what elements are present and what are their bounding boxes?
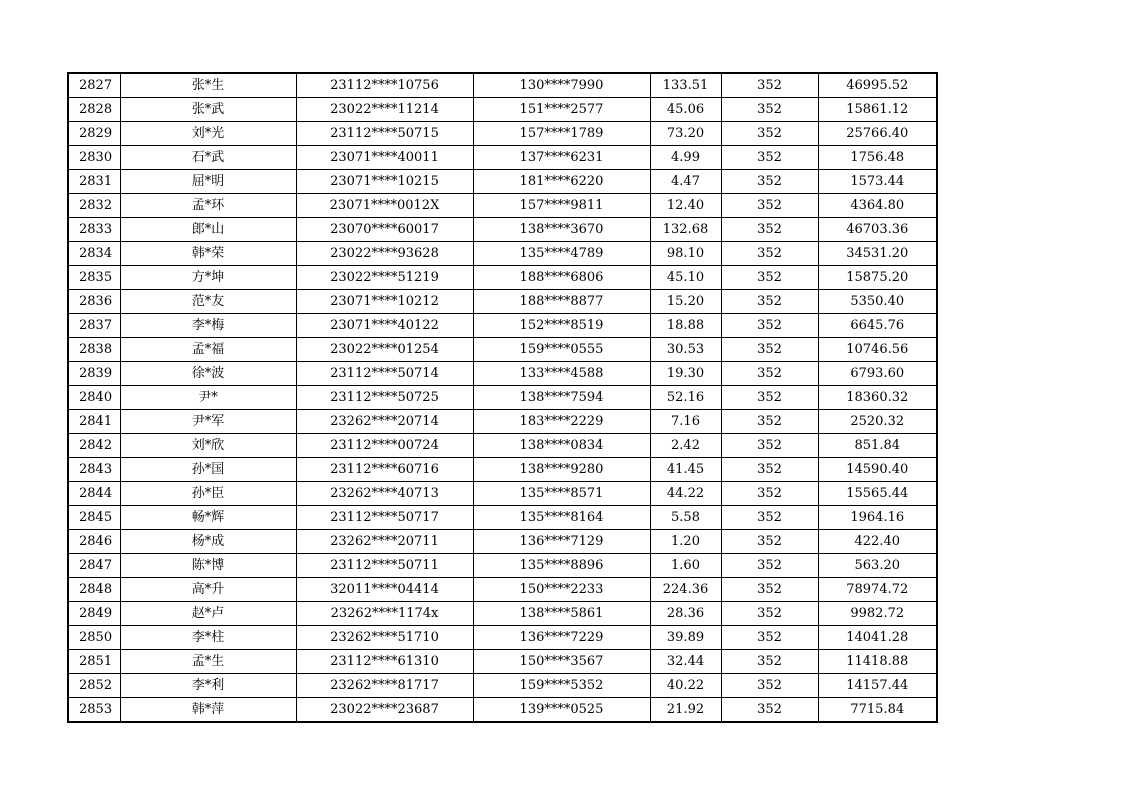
phone-cell: 133****4588 (473, 362, 650, 386)
name-cell: 刘*欣 (120, 434, 296, 458)
id-number-cell: 23112****10756 (296, 73, 473, 98)
name-cell: 杨*成 (120, 530, 296, 554)
table-row (68, 266, 937, 290)
id-number-cell: 32011****04414 (296, 578, 473, 602)
id-number-cell: 23071****10215 (296, 170, 473, 194)
area-cell: 45.10 (650, 266, 721, 290)
table-row (68, 73, 937, 98)
row-number-cell: 2840 (68, 386, 120, 410)
row-number-cell: 2835 (68, 266, 120, 290)
id-number-cell: 23112****50725 (296, 386, 473, 410)
unit-price-cell: 352 (721, 554, 818, 578)
area-cell: 98.10 (650, 242, 721, 266)
id-number-cell: 23071****40011 (296, 146, 473, 170)
phone-cell: 137****6231 (473, 146, 650, 170)
table-row (68, 218, 937, 242)
id-number-cell: 23112****50714 (296, 362, 473, 386)
amount-cell: 1756.48 (818, 146, 937, 170)
amount-cell: 7715.84 (818, 698, 937, 723)
phone-cell: 150****3567 (473, 650, 650, 674)
id-number-cell: 23112****50715 (296, 122, 473, 146)
name-cell: 张*武 (120, 98, 296, 122)
name-cell: 李*利 (120, 674, 296, 698)
phone-cell: 159****5352 (473, 674, 650, 698)
amount-cell: 14157.44 (818, 674, 937, 698)
amount-cell: 5350.40 (818, 290, 937, 314)
table-row (68, 194, 937, 218)
amount-cell: 15565.44 (818, 482, 937, 506)
phone-cell: 138****3670 (473, 218, 650, 242)
unit-price-cell: 352 (721, 530, 818, 554)
table-row (68, 482, 937, 506)
area-cell: 21.92 (650, 698, 721, 723)
name-cell: 赵*卢 (120, 602, 296, 626)
unit-price-cell: 352 (721, 458, 818, 482)
phone-cell: 188****8877 (473, 290, 650, 314)
unit-price-cell: 352 (721, 266, 818, 290)
unit-price-cell: 352 (721, 338, 818, 362)
amount-cell: 34531.20 (818, 242, 937, 266)
area-cell: 132.68 (650, 218, 721, 242)
row-number-cell: 2832 (68, 194, 120, 218)
row-number-cell: 2851 (68, 650, 120, 674)
row-number-cell: 2846 (68, 530, 120, 554)
phone-cell: 135****4789 (473, 242, 650, 266)
phone-cell: 157****1789 (473, 122, 650, 146)
id-number-cell: 23262****20714 (296, 410, 473, 434)
amount-cell: 14041.28 (818, 626, 937, 650)
area-cell: 40.22 (650, 674, 721, 698)
table-row (68, 626, 937, 650)
phone-cell: 136****7129 (473, 530, 650, 554)
table-row (68, 362, 937, 386)
id-number-cell: 23022****93628 (296, 242, 473, 266)
name-cell: 韩*萍 (120, 698, 296, 723)
name-cell: 李*梅 (120, 314, 296, 338)
amount-cell: 563.20 (818, 554, 937, 578)
phone-cell: 138****0834 (473, 434, 650, 458)
area-cell: 32.44 (650, 650, 721, 674)
amount-cell: 2520.32 (818, 410, 937, 434)
id-number-cell: 23071****10212 (296, 290, 473, 314)
phone-cell: 138****9280 (473, 458, 650, 482)
data-table (67, 72, 938, 723)
row-number-cell: 2827 (68, 73, 120, 98)
row-number-cell: 2843 (68, 458, 120, 482)
id-number-cell: 23022****23687 (296, 698, 473, 723)
id-number-cell: 23071****40122 (296, 314, 473, 338)
id-number-cell: 23071****0012X (296, 194, 473, 218)
unit-price-cell: 352 (721, 314, 818, 338)
row-number-cell: 2853 (68, 698, 120, 723)
unit-price-cell: 352 (721, 674, 818, 698)
table-row (68, 650, 937, 674)
id-number-cell: 23112****00724 (296, 434, 473, 458)
unit-price-cell: 352 (721, 122, 818, 146)
phone-cell: 136****7229 (473, 626, 650, 650)
table-row (68, 554, 937, 578)
amount-cell: 10746.56 (818, 338, 937, 362)
name-cell: 石*武 (120, 146, 296, 170)
id-number-cell: 23112****50717 (296, 506, 473, 530)
area-cell: 44.22 (650, 482, 721, 506)
row-number-cell: 2838 (68, 338, 120, 362)
phone-cell: 138****7594 (473, 386, 650, 410)
unit-price-cell: 352 (721, 218, 818, 242)
table-row (68, 338, 937, 362)
unit-price-cell: 352 (721, 410, 818, 434)
phone-cell: 135****8164 (473, 506, 650, 530)
area-cell: 73.20 (650, 122, 721, 146)
name-cell: 范*友 (120, 290, 296, 314)
id-number-cell: 23022****11214 (296, 98, 473, 122)
unit-price-cell: 352 (721, 506, 818, 530)
unit-price-cell: 352 (721, 626, 818, 650)
unit-price-cell: 352 (721, 578, 818, 602)
amount-cell: 6793.60 (818, 362, 937, 386)
amount-cell: 14590.40 (818, 458, 937, 482)
area-cell: 30.53 (650, 338, 721, 362)
area-cell: 28.36 (650, 602, 721, 626)
name-cell: 郎*山 (120, 218, 296, 242)
table-row (68, 506, 937, 530)
unit-price-cell: 352 (721, 290, 818, 314)
name-cell: 张*生 (120, 73, 296, 98)
phone-cell: 157****9811 (473, 194, 650, 218)
name-cell: 陈*博 (120, 554, 296, 578)
area-cell: 4.47 (650, 170, 721, 194)
row-number-cell: 2848 (68, 578, 120, 602)
table-row (68, 410, 937, 434)
name-cell: 高*升 (120, 578, 296, 602)
phone-cell: 181****6220 (473, 170, 650, 194)
area-cell: 224.36 (650, 578, 721, 602)
phone-cell: 150****2233 (473, 578, 650, 602)
area-cell: 45.06 (650, 98, 721, 122)
name-cell: 刘*光 (120, 122, 296, 146)
row-number-cell: 2852 (68, 674, 120, 698)
name-cell: 李*柱 (120, 626, 296, 650)
unit-price-cell: 352 (721, 362, 818, 386)
row-number-cell: 2830 (68, 146, 120, 170)
area-cell: 7.16 (650, 410, 721, 434)
table-row (68, 122, 937, 146)
row-number-cell: 2833 (68, 218, 120, 242)
table-row (68, 146, 937, 170)
area-cell: 12.40 (650, 194, 721, 218)
unit-price-cell: 352 (721, 73, 818, 98)
name-cell: 孟*福 (120, 338, 296, 362)
phone-cell: 151****2577 (473, 98, 650, 122)
area-cell: 2.42 (650, 434, 721, 458)
row-number-cell: 2845 (68, 506, 120, 530)
phone-cell: 139****0525 (473, 698, 650, 723)
amount-cell: 4364.80 (818, 194, 937, 218)
name-cell: 韩*荣 (120, 242, 296, 266)
row-number-cell: 2829 (68, 122, 120, 146)
row-number-cell: 2828 (68, 98, 120, 122)
row-number-cell: 2849 (68, 602, 120, 626)
phone-cell: 135****8571 (473, 482, 650, 506)
id-number-cell: 23112****50711 (296, 554, 473, 578)
name-cell: 徐*波 (120, 362, 296, 386)
name-cell: 孟*环 (120, 194, 296, 218)
unit-price-cell: 352 (721, 170, 818, 194)
unit-price-cell: 352 (721, 482, 818, 506)
amount-cell: 15875.20 (818, 266, 937, 290)
name-cell: 方*坤 (120, 266, 296, 290)
amount-cell: 851.84 (818, 434, 937, 458)
table-row (68, 386, 937, 410)
unit-price-cell: 352 (721, 602, 818, 626)
unit-price-cell: 352 (721, 194, 818, 218)
amount-cell: 46703.36 (818, 218, 937, 242)
area-cell: 15.20 (650, 290, 721, 314)
area-cell: 5.58 (650, 506, 721, 530)
amount-cell: 15861.12 (818, 98, 937, 122)
unit-price-cell: 352 (721, 242, 818, 266)
area-cell: 4.99 (650, 146, 721, 170)
id-number-cell: 23070****60017 (296, 218, 473, 242)
amount-cell: 11418.88 (818, 650, 937, 674)
table-row (68, 458, 937, 482)
id-number-cell: 23262****51710 (296, 626, 473, 650)
row-number-cell: 2844 (68, 482, 120, 506)
table-row (68, 98, 937, 122)
area-cell: 52.16 (650, 386, 721, 410)
row-number-cell: 2839 (68, 362, 120, 386)
phone-cell: 183****2229 (473, 410, 650, 434)
name-cell: 畅*辉 (120, 506, 296, 530)
amount-cell: 6645.76 (818, 314, 937, 338)
name-cell: 尹*军 (120, 410, 296, 434)
amount-cell: 422.40 (818, 530, 937, 554)
name-cell: 屈*明 (120, 170, 296, 194)
row-number-cell: 2847 (68, 554, 120, 578)
table-row (68, 578, 937, 602)
phone-cell: 130****7990 (473, 73, 650, 98)
id-number-cell: 23022****51219 (296, 266, 473, 290)
phone-cell: 188****6806 (473, 266, 650, 290)
area-cell: 133.51 (650, 73, 721, 98)
table-row (68, 434, 937, 458)
row-number-cell: 2842 (68, 434, 120, 458)
table-row (68, 314, 937, 338)
row-number-cell: 2831 (68, 170, 120, 194)
area-cell: 19.30 (650, 362, 721, 386)
table-row (68, 170, 937, 194)
table-row (68, 698, 937, 723)
unit-price-cell: 352 (721, 650, 818, 674)
area-cell: 1.20 (650, 530, 721, 554)
id-number-cell: 23112****60716 (296, 458, 473, 482)
amount-cell: 9982.72 (818, 602, 937, 626)
name-cell: 尹* (120, 386, 296, 410)
row-number-cell: 2834 (68, 242, 120, 266)
unit-price-cell: 352 (721, 698, 818, 723)
name-cell: 孙*臣 (120, 482, 296, 506)
name-cell: 孙*国 (120, 458, 296, 482)
unit-price-cell: 352 (721, 434, 818, 458)
unit-price-cell: 352 (721, 386, 818, 410)
area-cell: 18.88 (650, 314, 721, 338)
phone-cell: 152****8519 (473, 314, 650, 338)
table-row (68, 290, 937, 314)
id-number-cell: 23262****1174x (296, 602, 473, 626)
phone-cell: 138****5861 (473, 602, 650, 626)
unit-price-cell: 352 (721, 146, 818, 170)
amount-cell: 78974.72 (818, 578, 937, 602)
phone-cell: 159****0555 (473, 338, 650, 362)
area-cell: 1.60 (650, 554, 721, 578)
amount-cell: 25766.40 (818, 122, 937, 146)
table-row (68, 242, 937, 266)
amount-cell: 46995.52 (818, 73, 937, 98)
table-body (68, 73, 937, 722)
table-row (68, 602, 937, 626)
id-number-cell: 23262****20711 (296, 530, 473, 554)
amount-cell: 1964.16 (818, 506, 937, 530)
id-number-cell: 23262****81717 (296, 674, 473, 698)
phone-cell: 135****8896 (473, 554, 650, 578)
table-row (68, 674, 937, 698)
row-number-cell: 2836 (68, 290, 120, 314)
row-number-cell: 2850 (68, 626, 120, 650)
id-number-cell: 23112****61310 (296, 650, 473, 674)
row-number-cell: 2841 (68, 410, 120, 434)
amount-cell: 18360.32 (818, 386, 937, 410)
table-row (68, 530, 937, 554)
id-number-cell: 23262****40713 (296, 482, 473, 506)
id-number-cell: 23022****01254 (296, 338, 473, 362)
amount-cell: 1573.44 (818, 170, 937, 194)
row-number-cell: 2837 (68, 314, 120, 338)
name-cell: 孟*生 (120, 650, 296, 674)
area-cell: 39.89 (650, 626, 721, 650)
area-cell: 41.45 (650, 458, 721, 482)
unit-price-cell: 352 (721, 98, 818, 122)
